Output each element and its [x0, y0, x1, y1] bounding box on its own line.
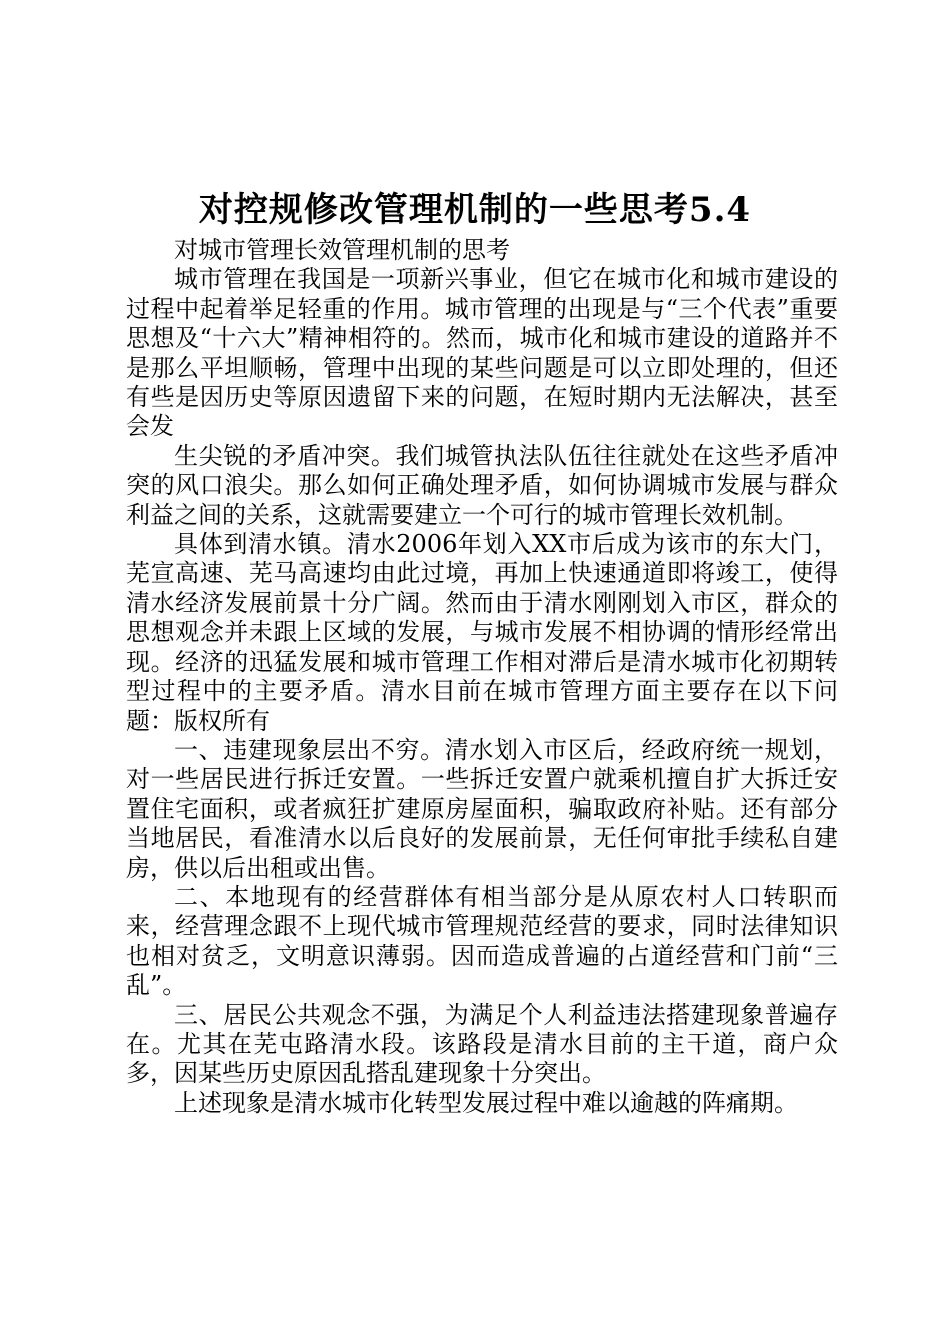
document-body: [126, 236, 838, 1118]
paragraph-qingshui: 具体到清水镇。清水2006年划入XX市后成为该市的东大门，芜宣高速、芜马高速均由此过境，再加上快速通道即将竣工，使得清水经济发展前景十分广阔。然而由于清水刚刚划入市区，群众的思想观念并未跟上区域的发展，与城市发展不相协调的情形经常出现。经济的迅猛发展和城市管理工作相对滞后是清水城市化初期转型过程中的主要矛盾。清水目前在城市管理方面主要存在以下问题：版权所有: [126, 530, 838, 735]
document-title: 对控规修改管理机制的一些思考5.4: [198, 190, 752, 230]
paragraph-issue-2: 二、本地现有的经营群体有相当部分是从原农村人口转职而来，经营理念跟不上现代城市管理规范经营的要求，同时法律知识也相对贫乏，文明意识薄弱。因而造成普遍的占道经营和门前“三乱”。: [126, 882, 838, 1000]
document-subtitle: 对城市管理长效管理机制的思考: [174, 236, 510, 264]
paragraph-issue-3: 三、居民公共观念不强，为满足个人利益违法搭建现象普遍存在。尤其在芜屯路清水段。该路段是清水目前的主干道，商户众多，因某些历史原因乱搭乱建现象十分突出。: [126, 1000, 838, 1088]
paragraph-conflict: 生尖锐的矛盾冲突。我们城管执法队伍往往就处在这些矛盾冲突的风口浪尖。那么如何正确处理矛盾，如何协调城市发展与群众利益之间的关系，这就需要建立一个可行的城市管理长效机制。: [126, 441, 838, 529]
paragraph-conclusion: 上述现象是清水城市化转型发展过程中难以逾越的阵痛期。: [174, 1088, 798, 1117]
paragraph-intro: 城市管理在我国是一项新兴事业，但它在城市化和城市建设的过程中起着举足轻重的作用。城市管理的出现是与“三个代表”重要思想及“十六大”精神相符的。然而，城市化和城市建设的道路并不是那么平坦顺畅，管理中出现的某些问题是可以立即处理的，但还有些是因历史等原因遗留下来的问题，在短时期内无法解决，甚至会发: [126, 265, 838, 441]
paragraph-issue-1: 一、违建现象层出不穷。清水划入市区后，经政府统一规划，对一些居民进行拆迁安置。一些拆迁安置户就乘机擅自扩大拆迁安置住宅面积，或者疯狂扩建原房屋面积，骗取政府补贴。还有部分当地居民，看准清水以后良好的发展前景，无任何审批手续私自建房，供以后出租或出售。: [126, 735, 838, 882]
